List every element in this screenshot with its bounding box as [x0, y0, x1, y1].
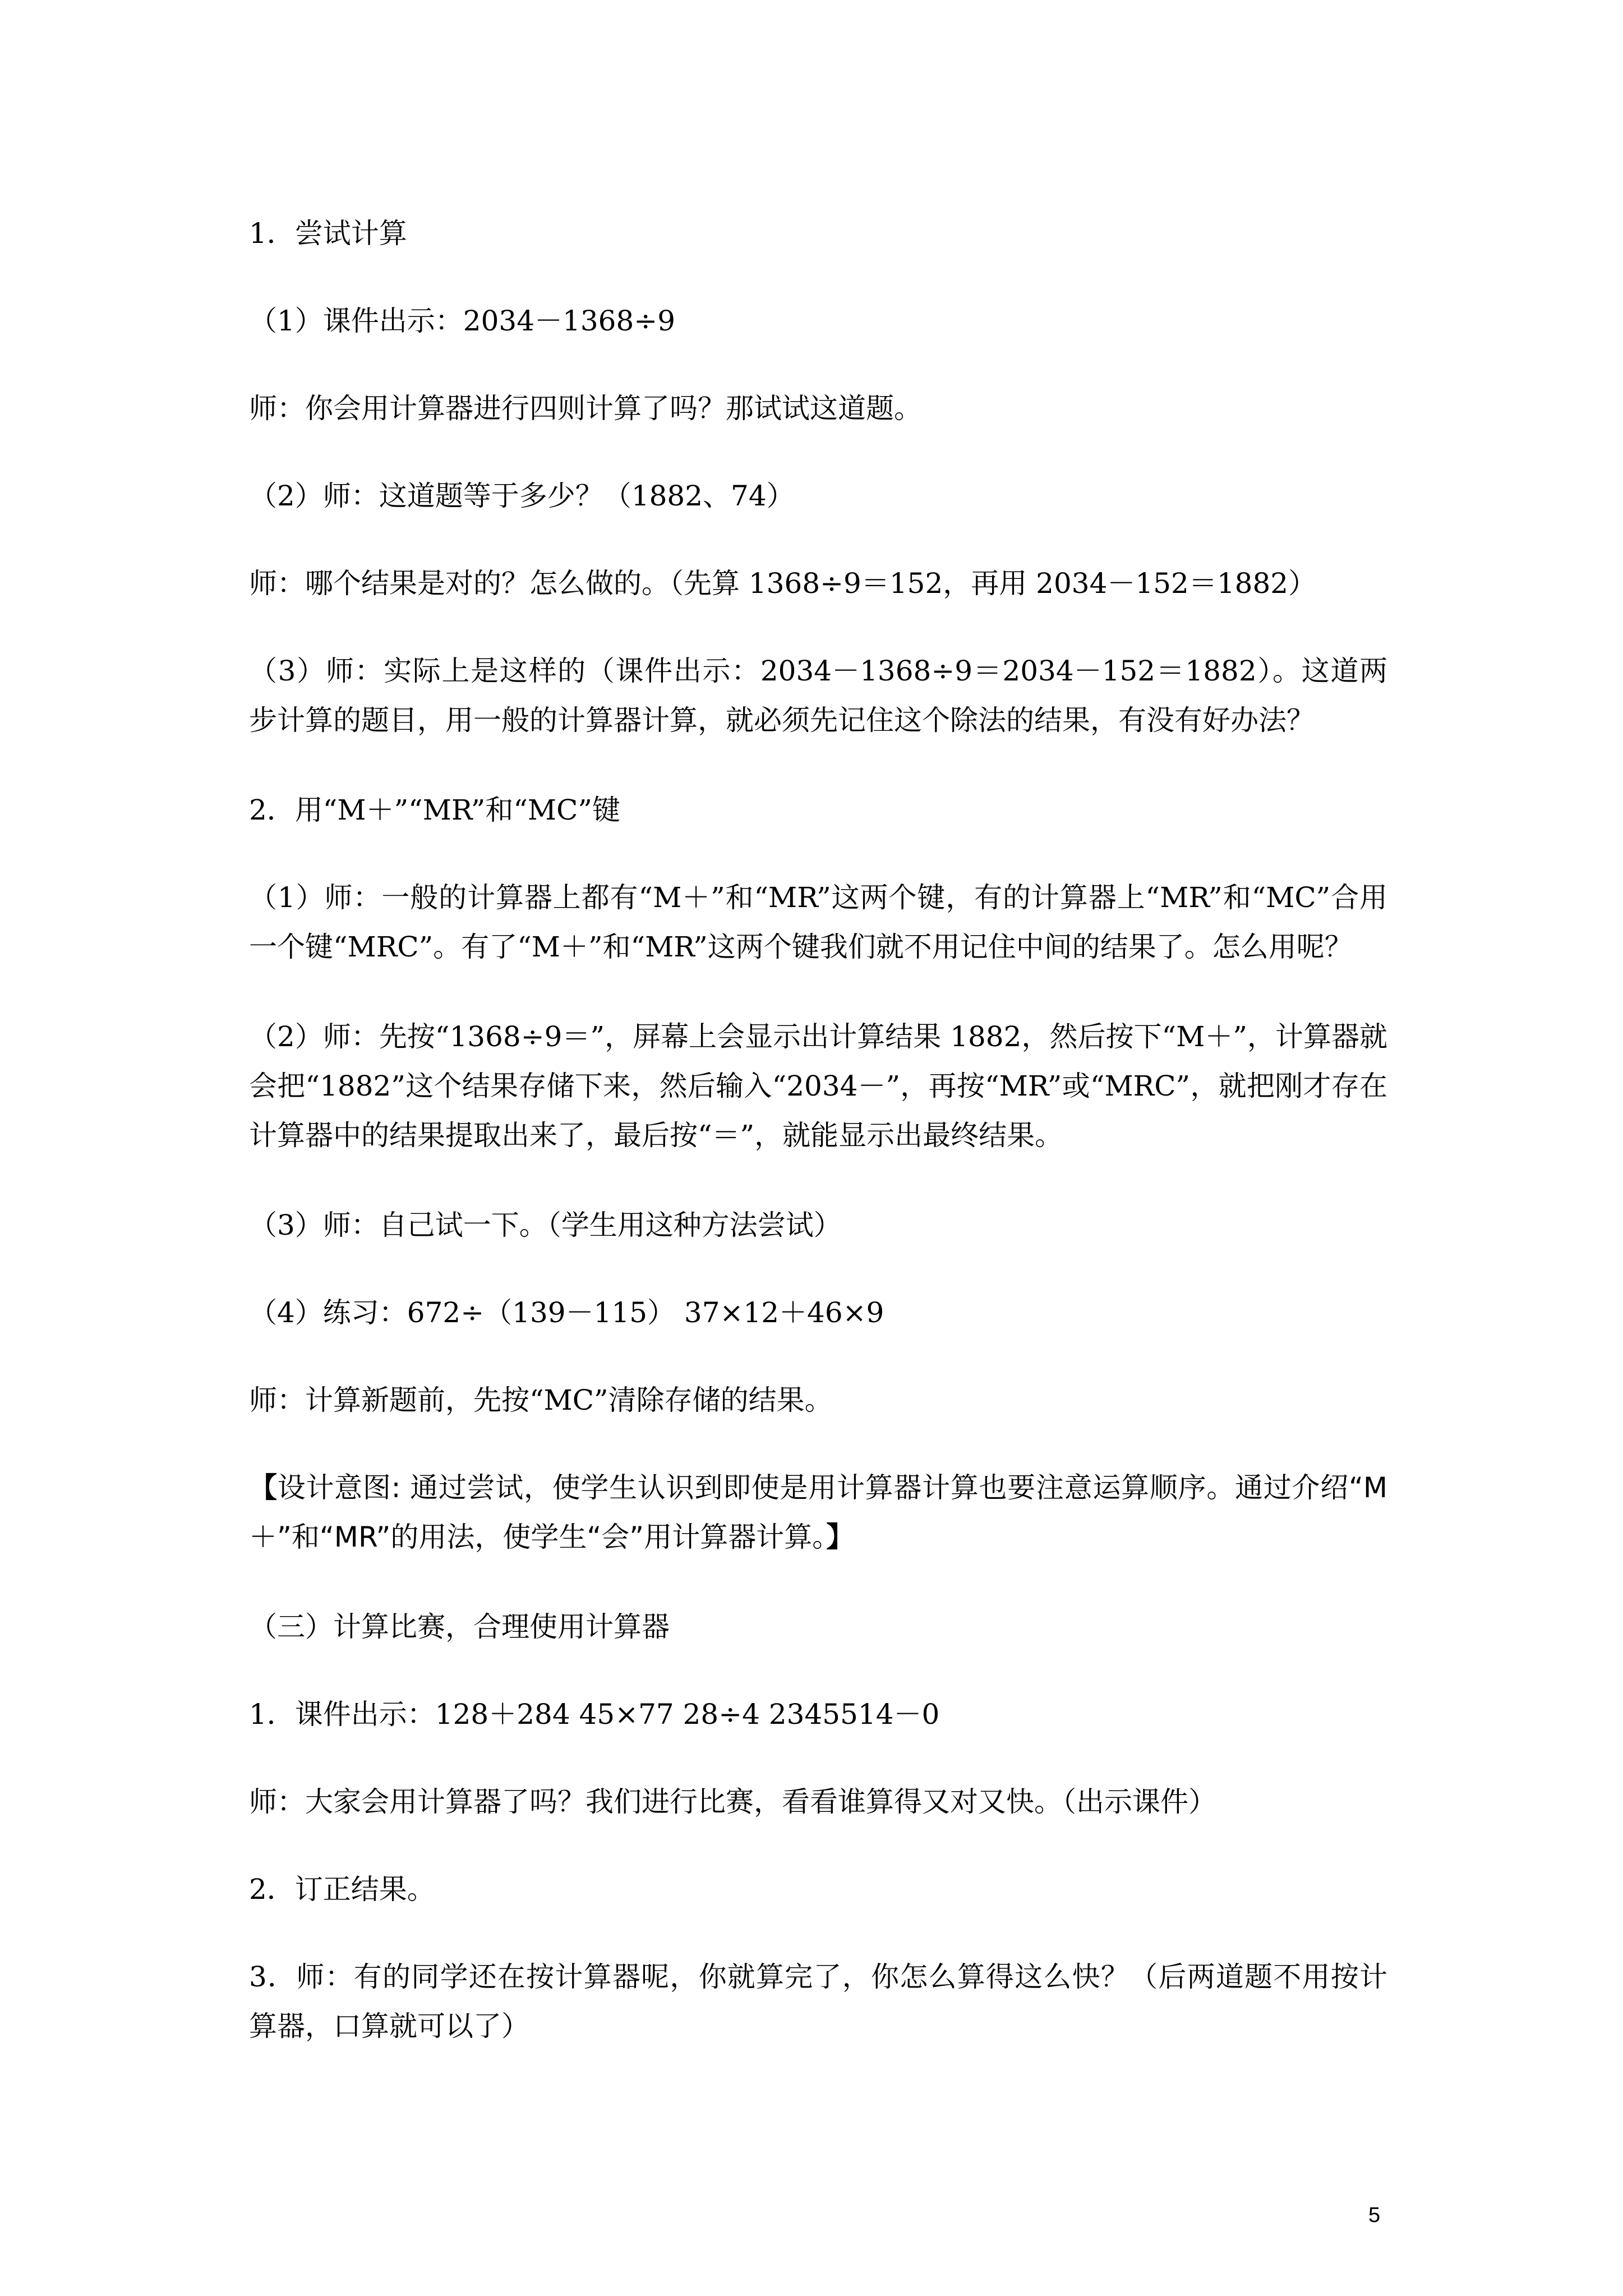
- page-number: 5: [1368, 2203, 1381, 2227]
- design-intent-note: [249, 1463, 1387, 1562]
- memory-keys-intro: （1）师：一般的计算器上都有“M＋”和“MR”这两个键，有的计算器上“MR”和“MC”合用一个键“MRC”。有了“M＋”和“MR”这两个键我们就不用记住中间的结果了。怎么用呢？: [249, 881, 1387, 963]
- teacher-question-2: （2）师：这道题等于多少？（1882、74）: [249, 480, 795, 512]
- teacher-question-1: 师：你会用计算器进行四则计算了吗？那试试这道题。: [249, 392, 922, 425]
- teacher-fast-question: 3．师：有的同学还在按计算器呢，你就算完了，你怎么算得这么快？（后两道题不用按计算器，口算就可以了）: [249, 1961, 1387, 2042]
- design-intent-close-bracket: 】: [826, 1521, 855, 1553]
- practice-exercises: （4）练习：672÷（139－115） 37×12＋46×9: [249, 1296, 884, 1329]
- teacher-explanation-3: （3）师：实际上是这样的（课件出示：2034－1368÷9＝2034－152＝1882）。这道两步计算的题目，用一般的计算器计算，就必须先记住这个除法的结果，有没有好办法？: [249, 655, 1387, 737]
- self-try: （3）师：自己试一下。（学生用这种方法尝试）: [249, 1209, 842, 1241]
- courseware-item-1: （1）课件出示：2034－1368÷9: [249, 305, 676, 337]
- section-heading-try-calculate: 1．尝试计算: [249, 217, 407, 250]
- teacher-question-3: 师：哪个结果是对的？怎么做的。（先算 1368÷9＝152，再用 2034－152＝1882）: [249, 567, 1317, 600]
- correct-results: 2．订正结果。: [249, 1873, 435, 1906]
- design-intent-text: 设计意图: 通过尝试，使学生认识到即使是用计算器计算也要注意运算顺序。通过介绍“M＋”和“MR”的用法，使学生“会”用计算器计算。: [249, 1471, 1388, 1553]
- section-heading-competition: （三）计算比赛，合理使用计算器: [249, 1611, 670, 1643]
- clear-memory-note: 师：计算新题前，先按“MC”清除存储的结果。: [249, 1384, 833, 1416]
- page-body: [249, 209, 1387, 2091]
- courseware-item-competition: 1．课件出示：128＋284 45×77 28÷4 2345514－0: [249, 1698, 940, 1731]
- teacher-competition-prompt: 师：大家会用计算器了吗？我们进行比赛，看看谁算得又对又快。（出示课件）: [249, 1786, 1216, 1818]
- design-intent-open-bracket: 【: [249, 1471, 278, 1504]
- memory-keys-steps: （2）师：先按“1368÷9＝”，屏幕上会显示出计算结果 1882，然后按下“M＋”，计算器就会把“1882”这个结果存储下来，然后输入“2034－”，再按“MR”或“MRC”，就把刚才存在计算器中的结果提取出来了，最后按“＝”，就能显示出最终结果。: [249, 1020, 1387, 1152]
- section-heading-memory-keys: 2．用“M＋”“MR”和“MC”键: [249, 794, 620, 826]
